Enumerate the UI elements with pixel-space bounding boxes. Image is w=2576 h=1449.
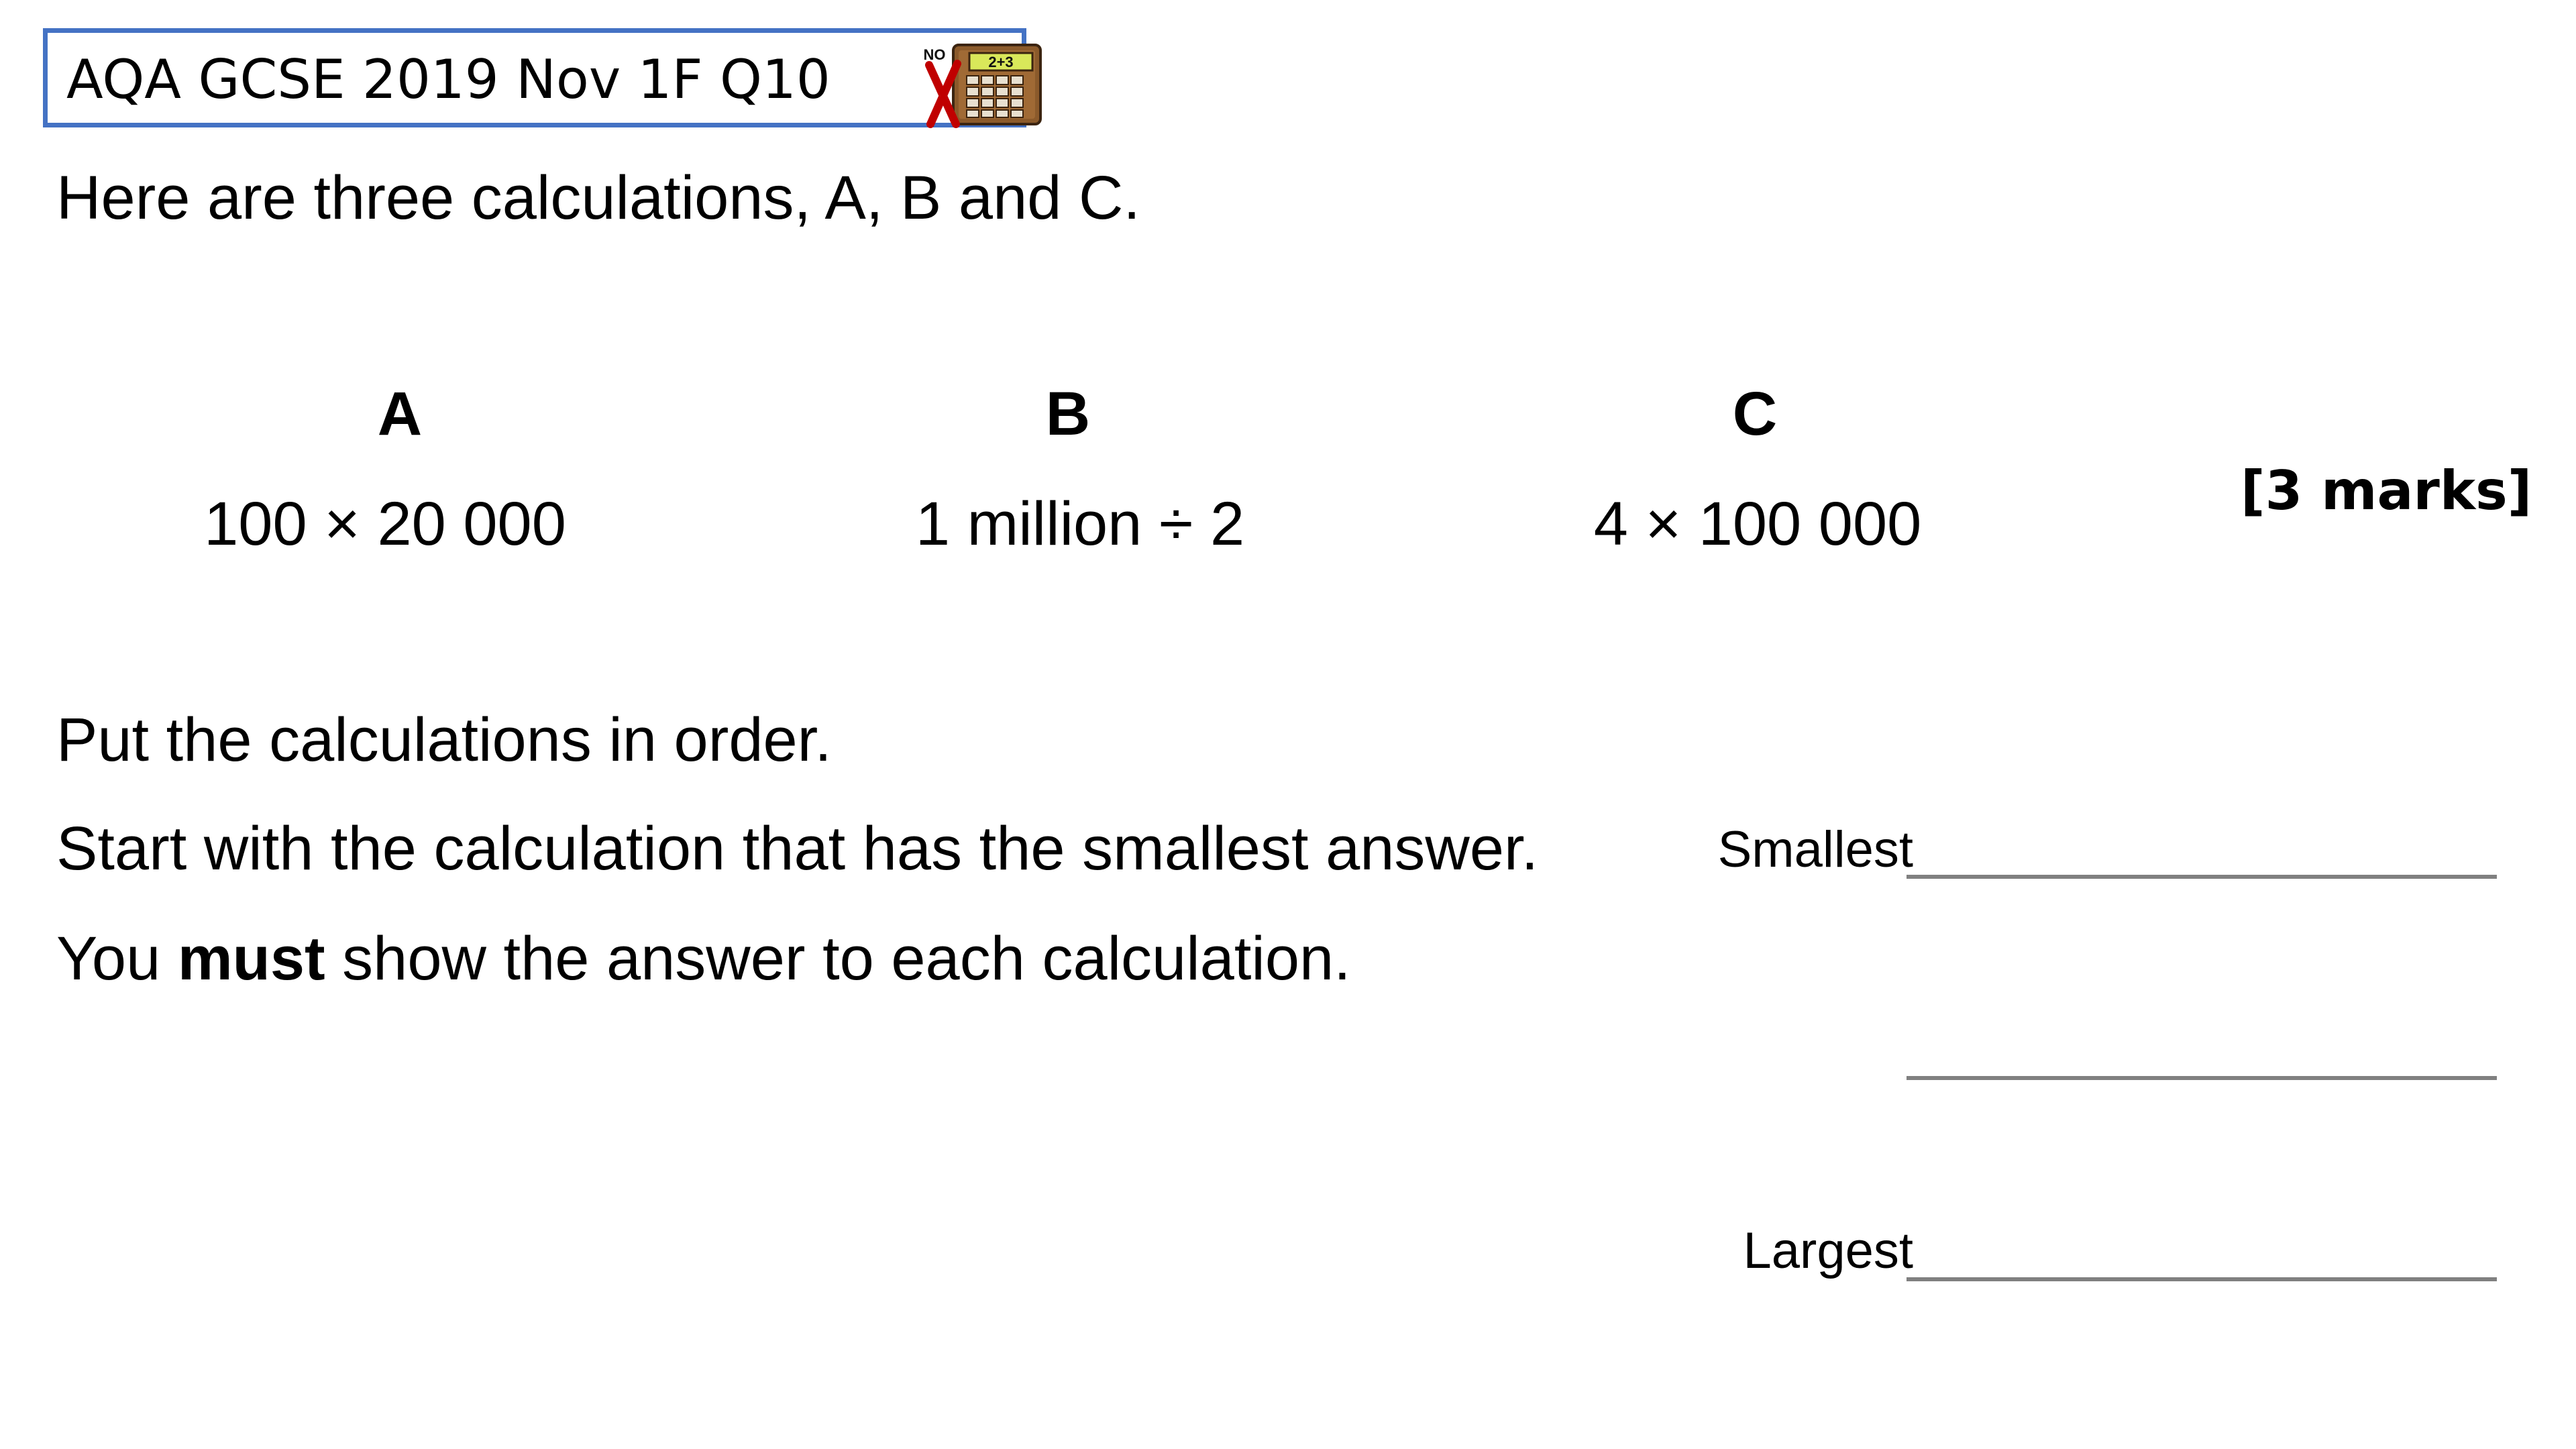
instruction-show-working <box>56 922 1351 996</box>
question-title-box <box>43 28 1026 127</box>
calculator-display-text: 2+3 <box>988 54 1014 70</box>
marks-badge: [3 marks] <box>2241 460 2532 522</box>
question-intro: Here are three calculations, A, B and C. <box>56 164 1140 232</box>
smallest-label: Smallest <box>1717 821 1913 878</box>
instruction-order: Put the calculations in order. <box>56 706 832 774</box>
calc-label-c: C <box>1732 380 1778 448</box>
no-badge: NO <box>923 46 946 63</box>
calc-expression-a: 100 × 20 000 <box>204 490 566 558</box>
no-calculator-icon <box>914 38 1049 129</box>
instruction-smallest: Start with the calculation that has the smallest answer. <box>56 814 1539 883</box>
answer-line-smallest[interactable] <box>1907 875 2497 879</box>
calc-expression-c: 4 × 100 000 <box>1593 490 1922 558</box>
calc-expression-b: 1 million ÷ 2 <box>915 490 1245 558</box>
instruction-suffix: show the answer to each calculation. <box>325 924 1351 993</box>
answer-line-middle[interactable] <box>1907 1076 2497 1080</box>
instruction-prefix: You <box>56 924 178 993</box>
largest-label: Largest <box>1743 1222 1913 1279</box>
calc-label-b: B <box>1045 380 1091 448</box>
calc-label-a: A <box>377 380 423 448</box>
answer-line-largest[interactable] <box>1907 1277 2497 1281</box>
instruction-emphasis: must <box>177 924 325 993</box>
question-title: AQA GCSE 2019 Nov 1F Q10 <box>66 48 830 111</box>
